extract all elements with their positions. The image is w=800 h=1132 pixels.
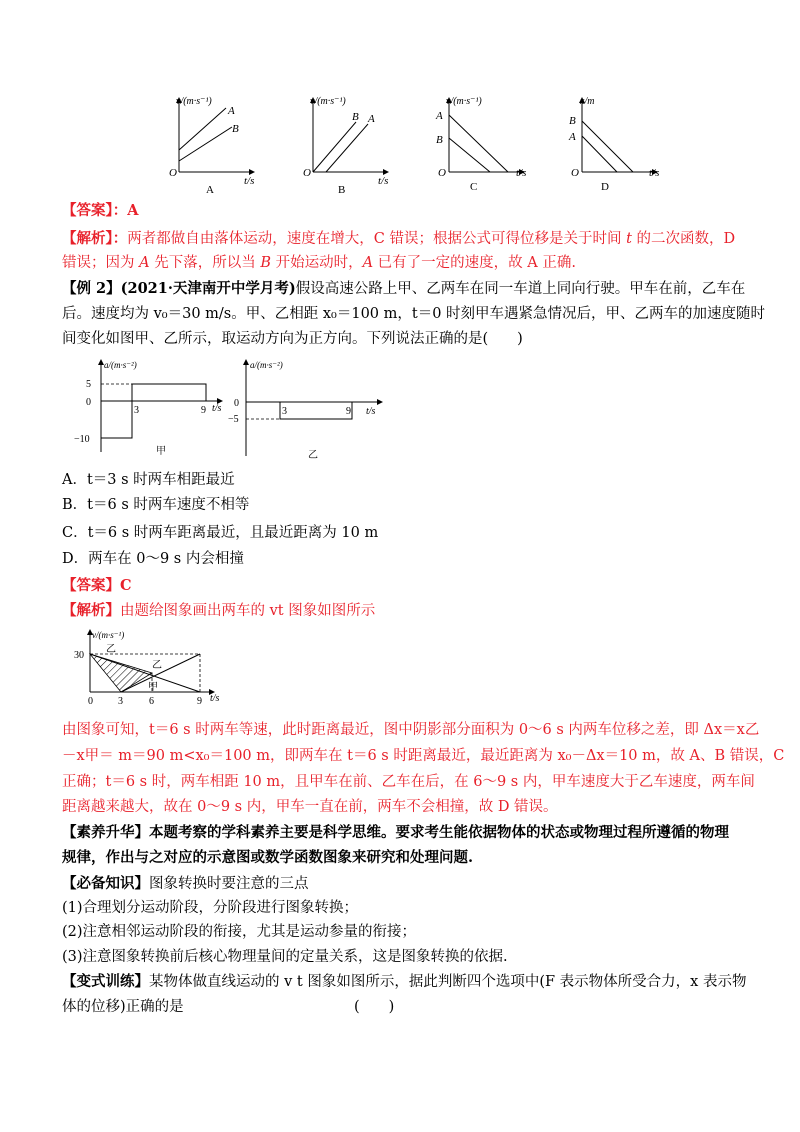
line-b xyxy=(313,122,356,172)
q2-stem-line-2: 后。速度均为 v₀＝30 m/s。甲、乙相距 x₀＝100 m，t＝0 时刻甲车遇紧急情况后，甲、乙两车的加速度随时 xyxy=(62,306,766,322)
tick-x-9: 9 xyxy=(197,696,202,707)
fig-vt-svg xyxy=(70,626,230,716)
tick-neg10: −10 xyxy=(74,434,90,445)
origin: O xyxy=(438,167,446,179)
suyang-line-2: 规律，作出与之对应的示意图或数学函数图象来研究和处理问题. xyxy=(62,849,474,866)
xlabel: t/s xyxy=(210,693,220,704)
bibei-title: 【必备知识】图象转换时要注意的三点 xyxy=(62,875,309,892)
tick-x-3: 3 xyxy=(118,696,123,707)
panel-a xyxy=(169,96,254,196)
tick-x-6: 6 xyxy=(149,696,154,707)
xlabel: t/s xyxy=(212,403,222,414)
tick-30: 30 xyxy=(74,650,84,661)
ylabel: v/(m·s⁻¹) xyxy=(310,96,346,107)
ylabel: x/m xyxy=(580,96,595,107)
label-line-a: A xyxy=(368,113,375,125)
line-a xyxy=(582,136,617,172)
ylabel: v/(m·s⁻¹) xyxy=(446,96,482,107)
panel-c xyxy=(435,96,526,193)
q1-analysis-line-2: 错误；因为 A 先下落，所以当 B 开始运动时，A 已有了一定的速度，故 A 正确. xyxy=(62,255,576,271)
tick-3: 3 xyxy=(282,406,287,417)
bianshi-line-2: 体的位移)正确的是 ( ) xyxy=(62,999,395,1015)
caption: B xyxy=(338,184,346,196)
xlabel: t/s xyxy=(516,167,527,179)
line-b xyxy=(582,121,633,172)
shaded-area xyxy=(90,654,152,692)
bianshi-line-1: 【变式训练】某物体做直线运动的 v t 图象如图所示，据此判断四个选项中(F 表示物体所受合力，x 表示物 xyxy=(62,973,747,990)
label-yi: 乙 xyxy=(152,660,162,671)
tick-9: 9 xyxy=(201,405,206,416)
q1-analysis-line-1: 【解析】：两者都做自由落体运动，速度在增大，C 错误；根据公式可得位移是关于时间 t 的二次函数，D xyxy=(62,230,736,247)
jia-accel-line xyxy=(101,384,206,438)
origin: O xyxy=(169,167,177,179)
option-d: D．两车在 0～9 s 内会相撞 xyxy=(62,551,244,567)
line-b xyxy=(449,138,490,172)
graph-jia xyxy=(74,360,222,457)
ylabel: a/(m·s⁻²) xyxy=(104,360,137,370)
label-line-a: A xyxy=(228,105,235,117)
tick-3: 3 xyxy=(134,405,139,416)
fig-acceleration xyxy=(60,356,390,466)
tick-9: 9 xyxy=(346,406,351,417)
fig-acceleration-svg xyxy=(60,356,390,466)
fig-abcd xyxy=(160,94,680,200)
ylabel: v/(m·s⁻¹) xyxy=(176,96,212,107)
caption: C xyxy=(470,181,478,193)
line-a xyxy=(449,115,508,172)
tick-0: 0 xyxy=(86,397,91,408)
panel-d xyxy=(568,96,659,193)
q2-stem-line-3: 间变化如图甲、乙所示，取运动方向为正方向。下列说法正确的是( ) xyxy=(62,331,523,347)
tick-5: 5 xyxy=(86,379,91,390)
origin: O xyxy=(571,167,579,179)
xlabel: t/s xyxy=(366,406,376,417)
q2-analysis-line-2: －x甲＝ m＝90 m<x₀＝100 m，即两车在 t＝6 s 时距离最近，最近距离为 x₀－Δx＝10 m，故 A、B 错误，C xyxy=(62,748,785,764)
q2-stem-line-1: 【例 2】(2021·天津南开中学月考)假设高速公路上甲、乙两车在同一车道上同向行驶。甲车在前，乙车在 xyxy=(62,280,746,297)
label-jia: 甲 xyxy=(148,682,158,693)
caption: D xyxy=(601,181,609,193)
bibei-item-3: (3)注意图象转换前后核心物理量间的定量关系，这是图象转换的依据. xyxy=(62,949,508,965)
label-line-a: A xyxy=(569,131,576,143)
ylabel: a/(m·s⁻²) xyxy=(250,360,283,370)
suyang-line-1: 【素养升华】本题考察的学科素养主要是科学思维。要求考生能依据物体的状态或物理过程所遵循的物理 xyxy=(62,824,729,841)
label-line-b: B xyxy=(436,134,443,146)
graph-yi xyxy=(228,360,382,461)
q2-analysis-line-4: 距离越来越大，故在 0～9 s 内，甲车一直在前，两车不会相撞，故 D 错误。 xyxy=(62,799,558,815)
label-line-b: B xyxy=(232,123,239,135)
line-b xyxy=(179,127,232,161)
line-a xyxy=(326,124,368,172)
bibei-item-2: (2)注意相邻运动阶段的衔接，尤其是运动参量的衔接； xyxy=(62,924,417,940)
line-a xyxy=(179,108,226,150)
option-b: B．t＝6 s 时两车速度不相等 xyxy=(62,497,250,513)
q2-analysis-intro: 【解析】由题给图象画出两车的 vt 图象如图所示 xyxy=(62,602,376,619)
xlabel: t/s xyxy=(378,175,389,187)
label-line-a: A xyxy=(436,110,443,122)
q2-answer: 【答案】C xyxy=(62,577,132,594)
caption: 乙 xyxy=(308,450,318,461)
q2-analysis-line-3: 正确；t＝6 s 时，两车相距 10 m，且甲车在前、乙车在后，在 6～9 s 内，甲车速度大于乙车速度，两车间 xyxy=(62,774,755,790)
option-c: C．t＝6 s 时两车距离最近，且最近距离为 10 m xyxy=(62,525,379,541)
tick-x-0: 0 xyxy=(88,696,93,707)
q2-analysis-line-1: 由图象可知，t＝6 s 时两车等速，此时距离最近，图中阴影部分面积为 0～6 s 内两车位移之差，即 Δx＝x乙 xyxy=(62,722,760,738)
q1-answer: 【答案】：A xyxy=(62,202,139,219)
bibei-item-1: (1)合理划分运动阶段，分阶段进行图象转换； xyxy=(62,900,359,916)
xlabel: t/s xyxy=(244,175,255,187)
label-line-b: B xyxy=(569,115,576,127)
tick-neg5: −5 xyxy=(228,414,239,425)
yi-accel-line xyxy=(280,402,352,419)
tick-0: 0 xyxy=(234,398,239,409)
fig-vt xyxy=(70,626,230,716)
origin: O xyxy=(303,167,311,179)
caption: A xyxy=(206,184,214,196)
label-line-b: B xyxy=(352,111,359,123)
caption: 甲 xyxy=(156,446,166,457)
label-yi-top: 乙 xyxy=(106,644,116,655)
panel-b xyxy=(303,96,388,196)
answer-paren: ( ) xyxy=(354,999,395,1015)
ylabel: v/(m·s⁻¹) xyxy=(92,630,125,640)
fig-abcd-svg xyxy=(160,94,680,200)
xlabel: t/s xyxy=(649,167,660,179)
option-a: A．t＝3 s 时两车相距最近 xyxy=(62,472,235,488)
